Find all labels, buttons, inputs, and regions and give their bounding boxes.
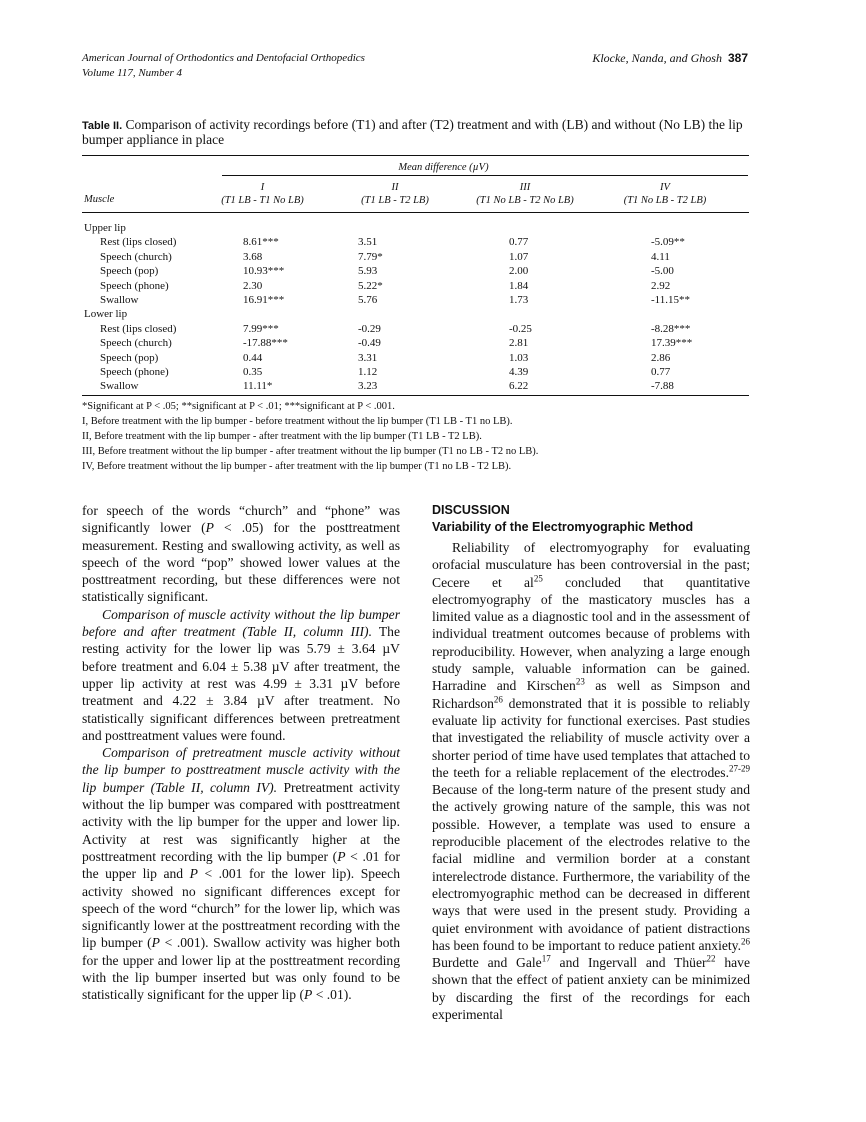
text-run: < .05) for the posttreatment measurement. Resting and swallowing activity, as well as speech of the word “pop” showed lower values at the posttreatment recording, but these differences were not statistically significant. [82, 520, 401, 605]
table-cell: -5.09** [651, 236, 685, 249]
table-cell: -0.25 [509, 322, 532, 335]
citation-superscript: 23 [575, 676, 585, 687]
row-label: Speech (pop) [100, 351, 159, 364]
table-row [82, 351, 749, 365]
left-column-text [82, 502, 400, 1004]
column-desc: (T1 No LB - T2 LB) [623, 195, 707, 206]
authors: Klocke, Nanda, and Ghosh [592, 51, 722, 65]
italic-text: P [189, 866, 198, 882]
column-desc: (T1 LB - T2 LB) [361, 195, 429, 206]
table-cell: 4.11 [651, 250, 670, 263]
row-label: Speech (pop) [100, 265, 159, 278]
table-cell: 8.61*** [243, 236, 279, 249]
text-run: < .001 for the lower lip). Speech activity showed no significant differences except for speech of the word “church” for the lower lip, which was significantly lower at the posttreatment recording with the lip bumper ( [82, 866, 400, 951]
group-label: Upper lip [84, 222, 126, 234]
table-cell: 5.76 [358, 294, 378, 306]
table-cell: 1.03 [509, 351, 529, 364]
text-run: Reliability of electromyography for evaluating orofacial musculature has been controversial in the past; Cecere et al [432, 540, 750, 590]
table-cell: 1.07 [509, 250, 529, 263]
column-header-ii [335, 181, 455, 207]
table-cell: 0.35 [243, 366, 263, 378]
text-run: Burdette and Gale [432, 955, 542, 971]
table-row [82, 365, 749, 379]
footnote: IV, Before treatment without the lip bumper - after treatment with the lip bumper (T1 no LB - T2 LB). [82, 461, 512, 472]
table-cell: 4.39 [509, 366, 529, 378]
page-number: 387 [727, 51, 748, 65]
text-run: The resting activity for the lower lip was 5.79 ± 3.64 µV before treatment and 6.04 ± 5.38 µV after treatment, the upper lip activity at rest was 4.99 ± 3.31 µV before treatment and 4.22 ± 3.84 µV after treatment. No statistically significant differences between pretreatment and posttreatment values were found. [82, 624, 400, 743]
table-cell: 2.81 [509, 337, 529, 350]
paragraph [82, 744, 400, 1003]
citation-superscript: 26 [741, 936, 750, 947]
section-heading: DISCUSSION [432, 503, 510, 517]
table-group-row [82, 307, 749, 321]
row-label: Speech (church) [100, 250, 172, 263]
footnote: I, Before treatment with the lip bumper - before treatment without the lip bumper (T1 LB - T1 no LB). [82, 416, 513, 427]
row-label: Speech (phone) [100, 366, 169, 378]
paragraph [82, 502, 400, 606]
column-num: I [260, 182, 265, 193]
italic-text: P [303, 987, 313, 1003]
column-num: II [391, 182, 399, 193]
footnote: III, Before treatment without the lip bumper - after treatment without the lip bumper (T1 no LB - T2 no LB). [82, 446, 539, 457]
table-cell: 3.68 [243, 250, 263, 263]
table-cell: 5.22* [358, 279, 383, 292]
subsection-heading: Variability of the Electromyographic Method [432, 520, 694, 534]
table-caption [82, 118, 750, 147]
table-cell: 2.92 [651, 279, 671, 292]
citation-superscript: 27-29 [729, 763, 750, 774]
italic-text: P [337, 848, 346, 864]
table-cell: 2.86 [651, 351, 671, 364]
table-cell: 17.39*** [651, 337, 693, 350]
text-run: < .01 for the upper lip and [82, 848, 400, 882]
group-label: Lower lip [84, 308, 128, 321]
table-cell: 7.79* [358, 250, 383, 263]
text-run: for speech of the words “church” and “phone” was significantly lower ( [82, 503, 400, 536]
table-cell: 1.84 [509, 279, 529, 292]
table-row [82, 235, 749, 249]
table-row [82, 250, 749, 264]
table-cell: 6.22 [509, 380, 529, 393]
italic-text: Comparison of pretreatment muscle activity without the lip bumper to posttreatment muscle activity with the lip bumper (Table II, column IV). [82, 745, 400, 795]
text-run: demonstrated that it is possible to reliably evaluate lip activity for functional exercises. Past studies that investigated the reliability of muscle activity over a shorter period of time have used templates that attached to the teeth for a reliable replacement of the electrodes. [432, 695, 750, 780]
table-bottom-rule [82, 395, 749, 396]
row-label: Rest (lips closed) [100, 322, 177, 335]
column-num: III [519, 182, 531, 193]
table-top-rule [82, 155, 749, 156]
table-cell: -17.88*** [243, 337, 288, 350]
table-row [82, 279, 749, 293]
table-cell: 0.77 [509, 236, 529, 249]
citation-superscript: 25 [533, 573, 543, 584]
journal-volume: Volume 117, Number 4 [82, 67, 183, 79]
table-cell: -8.28*** [651, 322, 691, 335]
table-label: Table II. [82, 120, 123, 132]
row-label: Speech (church) [100, 337, 172, 350]
spanner-rule [222, 175, 748, 176]
table-cell: 10.93*** [243, 265, 285, 278]
discussion-headings [432, 502, 693, 536]
row-label: Rest (lips closed) [100, 236, 177, 249]
citation-superscript: 22 [706, 953, 716, 964]
citation-superscript: 17 [541, 953, 551, 964]
running-header-authors [592, 51, 748, 66]
column-header-iv [595, 181, 735, 207]
table-cell: -5.00 [651, 265, 674, 278]
row-label: Swallow [100, 294, 139, 306]
table-cell: 11.11* [243, 380, 273, 393]
journal-title: American Journal of Orthodontics and Dentofacial Orthopedics [82, 52, 365, 64]
table-row [82, 293, 749, 307]
text-run: concluded that quantitative electromyography of the masticatory muscles has a limited value as a diagnostic tool and in the assessment of individual treatment outcomes because of problems with reproducibility. However, when analyzing a large enough study sample, valuable information can be gained. Harradine and Kirschen [432, 574, 750, 694]
table-spanner: Mean difference (µV) [398, 162, 489, 173]
text-run: Pretreatment activity without the lip bumper was compared with posttreatment activity with the lip bumper for the upper and lower lip. Activity at rest was significantly higher at the posttreatment recording with the lip bumper ( [82, 779, 401, 864]
paragraph [432, 539, 750, 1023]
text-run: and Ingervall and Thüer [550, 955, 707, 971]
column-desc: (T1 No LB - T2 No LB) [476, 195, 574, 206]
table-cell: 3.51 [358, 236, 378, 249]
column-header-i [205, 181, 320, 207]
table-cell: -11.15** [651, 294, 691, 306]
text-run: have shown that the effect of patient anxiety can be minimized by discarding the first of the recordings for each experimental [432, 955, 750, 1023]
table-group-row [82, 221, 749, 235]
table-cell: 3.31 [358, 351, 378, 364]
row-label: Swallow [100, 380, 139, 393]
text-run: < .01). [312, 987, 352, 1003]
table-cell: 1.12 [358, 366, 378, 378]
italic-text: P [205, 520, 214, 536]
table-cell: 2.30 [243, 279, 263, 292]
table-row [82, 379, 749, 393]
table-cell: 5.93 [358, 265, 378, 278]
table-cell: 1.73 [509, 294, 529, 306]
paragraph [82, 606, 400, 744]
muscle-header: Muscle [84, 194, 115, 205]
table-cell: 0.77 [651, 366, 671, 378]
table-cell: 2.00 [509, 265, 529, 278]
running-header-journal [82, 51, 365, 81]
table-cell: 0.44 [243, 351, 263, 364]
column-header-iii [455, 181, 595, 207]
table-row [82, 336, 749, 350]
italic-text: P [151, 935, 160, 951]
footnote: *Significant at P < .05; **significant at P < .01; ***significant at P < .001. [82, 401, 395, 412]
footnote: II, Before treatment with the lip bumper - after treatment with the lip bumper (T1 LB - T2 LB). [82, 431, 482, 442]
table-cell: 3.23 [358, 380, 378, 393]
citation-superscript: 26 [493, 694, 503, 705]
column-desc: (T1 LB - T1 No LB) [221, 195, 304, 206]
text-run: < .001). Swallow activity was higher both for the upper and lower lip at the posttreatment recording with the lip bumper inserted but was only found to be statistically significant for the upper lip ( [82, 935, 400, 1003]
text-run: Because of the long-term nature of the present study and the actively growing nature of the sample, this was not possible. However, a template was used to ensure a reproducible placement of the electrodes relative to the facial midline and vermilion border at a constant interelectrode distance. Furthermore, the variability of the electromyographic method can be decreased in different ways that were used in the present study. Providing a quiet environment with avoidance of patient distractions has been found to be important to reduce patient anxiety. [432, 782, 750, 953]
italic-text: Comparison of muscle activity without the lip bumper before and after treatment (Table II, column III). [82, 606, 400, 640]
text-run: as well as Simpson and Richardson [432, 678, 750, 711]
table-row [82, 322, 749, 336]
table-header-rule [82, 212, 749, 213]
table-cell: 16.91*** [243, 294, 285, 306]
table-cell: -0.49 [358, 337, 381, 350]
column-num: IV [660, 182, 670, 193]
table-row [82, 264, 749, 278]
right-column-text [432, 539, 750, 1023]
table-caption-text: Comparison of activity recordings before (T1) and after (T2) treatment and with (LB) and without (No LB) the lip bumper appliance in place [82, 117, 743, 147]
table-cell: 7.99*** [243, 322, 279, 335]
row-label: Speech (phone) [100, 279, 169, 292]
table-cell: -0.29 [358, 322, 381, 335]
table-cell: -7.88 [651, 380, 674, 393]
